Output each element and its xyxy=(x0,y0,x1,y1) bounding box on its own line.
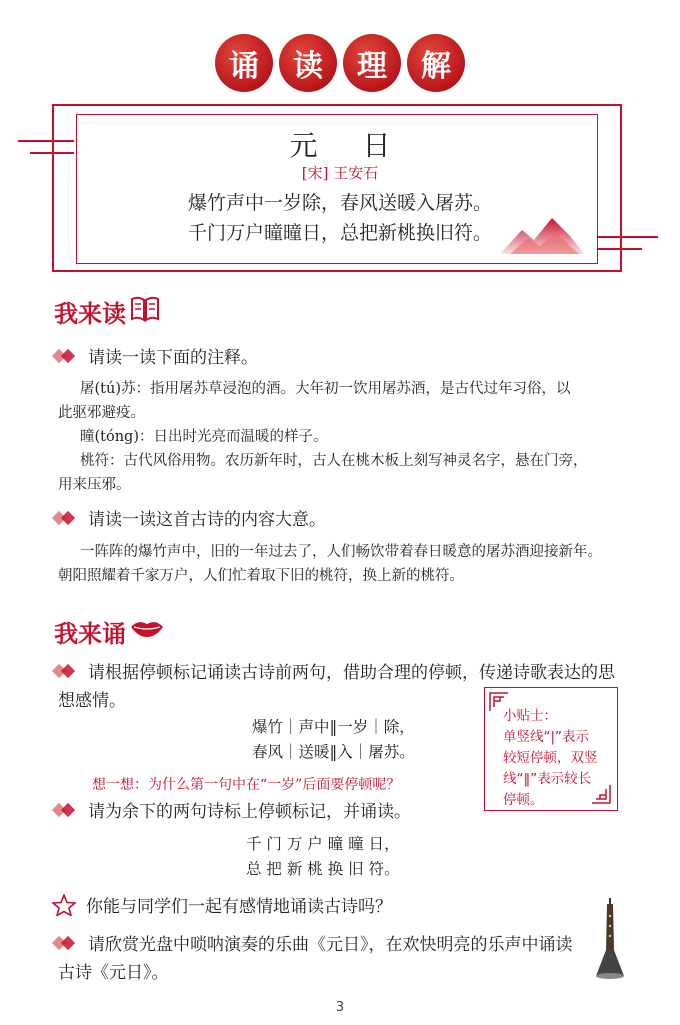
lesson-title xyxy=(0,34,680,98)
tip-line: 停顿。 xyxy=(503,792,544,808)
question xyxy=(52,892,392,917)
title-char: 诵 xyxy=(215,34,273,92)
instruction xyxy=(52,505,326,530)
meaning-line: 一阵阵的爆竹声中，旧的一年过去了，人们畅饮带着春日暖意的屠苏酒迎接新年。 xyxy=(80,544,602,560)
meaning-line: 朝阳照耀着千家万户，人们忙着取下旧的桃符，换上新的桃符。 xyxy=(58,568,464,584)
instruction-text: 请读一读下面的注释。 xyxy=(88,348,258,368)
title-char: 解 xyxy=(407,34,465,92)
poem-author: [宋] 王安石 xyxy=(301,164,379,182)
section-heading-recite: 我来诵 xyxy=(54,620,126,648)
poem-title: 元 日 xyxy=(289,129,409,162)
tip-title: 小贴士： xyxy=(503,708,557,724)
note-line: 桃符：古代风俗用物。农历新年时，古人在桃木板上刻写神灵名字，悬在门旁， xyxy=(80,453,588,469)
instruction-text: 请为余下的两句诗标上停顿标记，并诵读。 xyxy=(88,802,411,822)
diamond-bullet-icon xyxy=(52,664,78,678)
instruction xyxy=(52,343,258,368)
instruction xyxy=(52,658,615,683)
mountain-icon xyxy=(500,214,584,254)
frame-decoration xyxy=(598,248,642,250)
diamond-bullet-icon xyxy=(52,936,78,950)
diamond-bullet-icon xyxy=(52,349,78,363)
instruction-text: 古诗《元日》。 xyxy=(58,963,169,983)
marked-line: 春风｜送暖‖入｜屠苏。 xyxy=(252,743,415,761)
section-heading-read: 我来读 xyxy=(54,300,126,328)
tip-line: 较短停顿，双竖 xyxy=(503,750,598,766)
tip-text xyxy=(503,706,613,811)
note-line: 屠(tú)苏：指用屠苏草浸泡的酒。大年初一饮用屠苏酒，是古代过年习俗，以 xyxy=(80,381,571,397)
poem-line: 千门万户曈曈日，总把新桃换旧符。 xyxy=(187,222,492,244)
title-char: 理 xyxy=(343,34,401,92)
title-char: 读 xyxy=(279,34,337,92)
page-number: 3 xyxy=(335,1000,345,1015)
instruction-text: 请根据停顿标记诵读古诗前两句，借助合理的停顿，传递诗歌表达的思 xyxy=(88,663,615,683)
note-line: 此驱邪避疫。 xyxy=(58,405,145,421)
diamond-bullet-icon xyxy=(52,803,78,817)
instruction-text: 请欣赏光盘中唢呐演奏的乐曲《元日》，在欢快明亮的乐声中诵读 xyxy=(88,935,573,955)
think-prompt: 想一想：为什么第一句中在“一岁”后面要停顿呢？ xyxy=(92,777,401,793)
unmarked-line: 总 把 新 桃 换 旧 符。 xyxy=(246,860,400,878)
open-book-icon xyxy=(130,294,160,322)
diamond-bullet-icon xyxy=(52,511,78,525)
tip-line: 单竖线“|”表示 xyxy=(503,729,590,745)
lips-icon xyxy=(130,618,164,638)
instruction-text: 请读一读这首古诗的内容大意。 xyxy=(88,510,326,530)
suona-horn-icon xyxy=(590,896,630,980)
question-text: 你能与同学们一起有感情地诵读古诗吗？ xyxy=(86,897,392,917)
note-line: 用来压邪。 xyxy=(58,477,131,493)
instruction xyxy=(52,797,411,822)
instruction-text: 想感情。 xyxy=(58,691,126,711)
instruction xyxy=(52,930,573,955)
tip-line: 线“‖”表示较长 xyxy=(503,771,592,787)
poem-line: 爆竹声中一岁除，春风送暖入屠苏。 xyxy=(187,192,492,214)
unmarked-line: 千 门 万 户 曈 曈 日， xyxy=(246,835,400,853)
marked-line: 爆竹｜声中‖一岁｜除， xyxy=(252,718,415,736)
note-line: 曈(tóng)：日出时光亮而温暖的样子。 xyxy=(80,429,328,445)
star-icon xyxy=(52,894,76,916)
